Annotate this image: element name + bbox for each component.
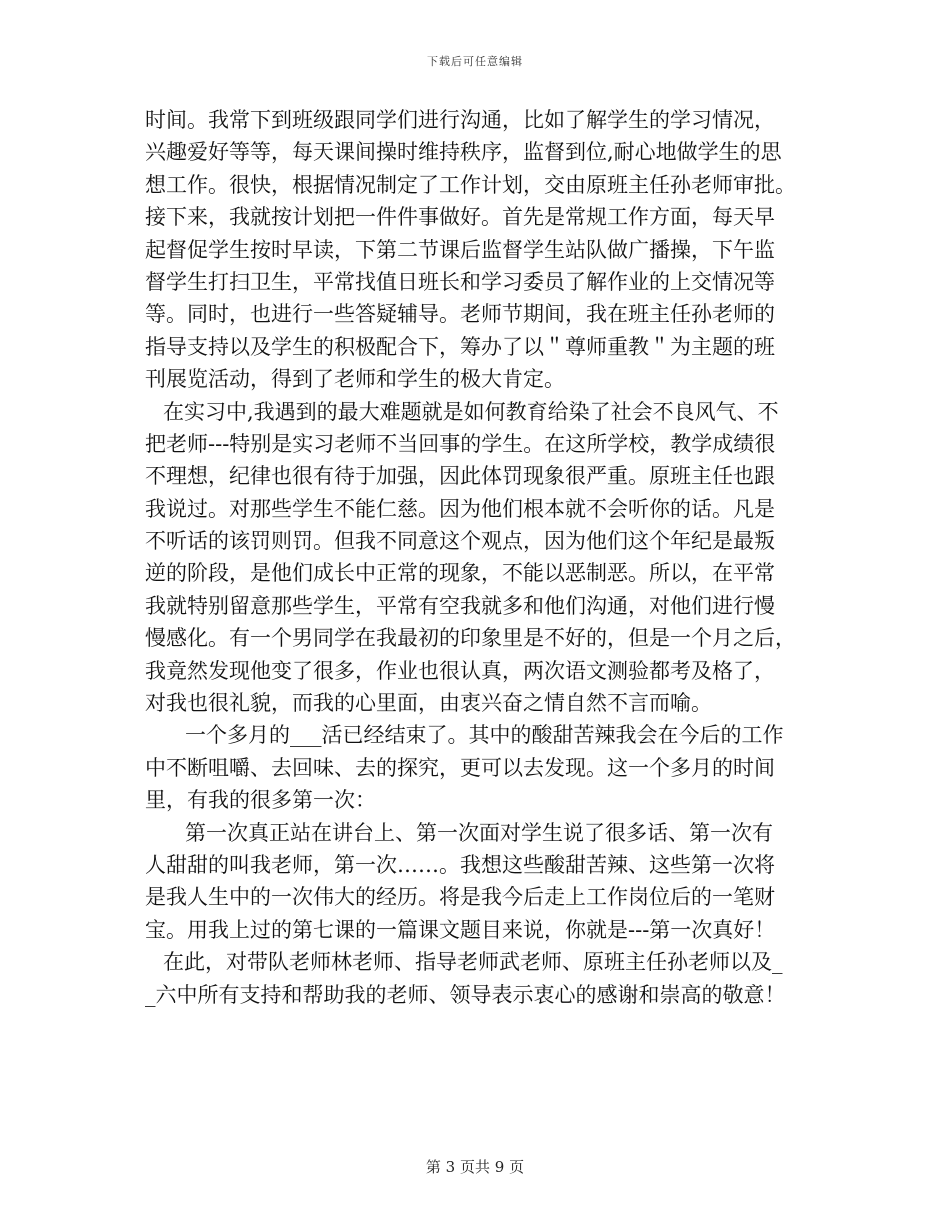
text-line: 接下来，我就按计划把一件件事做好。首先是常规工作方面，每天早 xyxy=(145,205,775,230)
text-line: 起督促学生按时早读，下第二节课后监督学生站队做广播操，下午监 xyxy=(145,237,775,262)
text-line: 慢感化。有一个男同学在我最初的印象里是不好的，但是一个月之后， xyxy=(145,626,796,651)
text-line: 想工作。很快，根据情况制定了工作计划，交由原班主任孙老师审批。 xyxy=(145,172,796,197)
text-line: 宝。用我上过的第七课的一篇课文题目来说，你就是---第一次真好！ xyxy=(145,917,776,942)
page-number-footer: 第 3 页共 9 页 xyxy=(425,1158,525,1176)
text-line: 我说过。对那些学生不能仁慈。因为他们根本就不会听你的话。凡是 xyxy=(145,496,775,521)
text-line: 人甜甜的叫我老师，第一次……。我想这些酸甜苦辣、这些第一次将 xyxy=(145,852,775,877)
text-line: 中不断咀嚼、去回味、去的探究，更可以去发现。这一个多月的时间 xyxy=(145,755,775,780)
text-line: 不听话的该罚则罚。但我不同意这个观点，因为他们这个年纪是最叛 xyxy=(145,529,775,554)
document-body xyxy=(145,104,805,1011)
text-line: 刊展览活动，得到了老师和学生的极大肯定。 xyxy=(145,367,565,392)
text-line: 兴趣爱好等等，每天课间操时维持秩序，监督到位,耐心地做学生的思 xyxy=(145,140,782,165)
text-line: 督学生打扫卫生，平常找值日班长和学习委员了解作业的上交情况等 xyxy=(145,269,775,294)
text-line: 不理想，纪律也很有待于加强，因此体罚现象很严重。原班主任也跟 xyxy=(145,464,775,489)
text-line: 时间。我常下到班级跟同学们进行沟通，比如了解学生的学习情况， xyxy=(145,108,775,132)
text-line: 在此，对带队老师林老师、指导老师武老师、原班主任孙老师以及_ xyxy=(163,950,783,975)
text-line: 对我也很礼貌，而我的心里面，由衷兴奋之情自然不言而喻。 xyxy=(145,691,712,716)
page-header: 下载后可任意编辑 xyxy=(427,55,523,68)
text-line: 我竟然发现他变了很多，作业也很认真，两次语文测验都考及格了， xyxy=(145,658,775,683)
text-line: 里，有我的很多第一次： xyxy=(145,788,376,813)
text-line: 是我人生中的一次伟大的经历。将是我今后走上工作岗位后的一笔财 xyxy=(145,885,775,910)
text-line: _六中所有支持和帮助我的老师、领导表示衷心的感谢和崇高的敬意！ xyxy=(145,982,786,1007)
text-line: 指导支持以及学生的积极配合下，筹办了以＂尊师重教＂为主题的班 xyxy=(145,334,775,359)
text-line: 逆的阶段，是他们成长中正常的现象，不能以恶制恶。所以，在平常 xyxy=(145,561,775,586)
text-line: 我就特别留意那些学生，平常有空我就多和他们沟通，对他们进行慢 xyxy=(145,593,775,618)
text-line: 等。同时，也进行一些答疑辅导。老师节期间，我在班主任孙老师的 xyxy=(145,302,775,327)
text-line: 一个多月的___活已经结束了。其中的酸甜苦辣我会在今后的工作 xyxy=(185,723,784,748)
text-line: 第一次真正站在讲台上、第一次面对学生说了很多话、第一次有 xyxy=(185,820,773,845)
text-line: 把老师---特别是实习老师不当回事的学生。在这所学校，教学成绩很 xyxy=(145,431,776,456)
text-line: 在实习中,我遇到的最大难题就是如何教育给染了社会不良风气、不 xyxy=(163,399,779,424)
